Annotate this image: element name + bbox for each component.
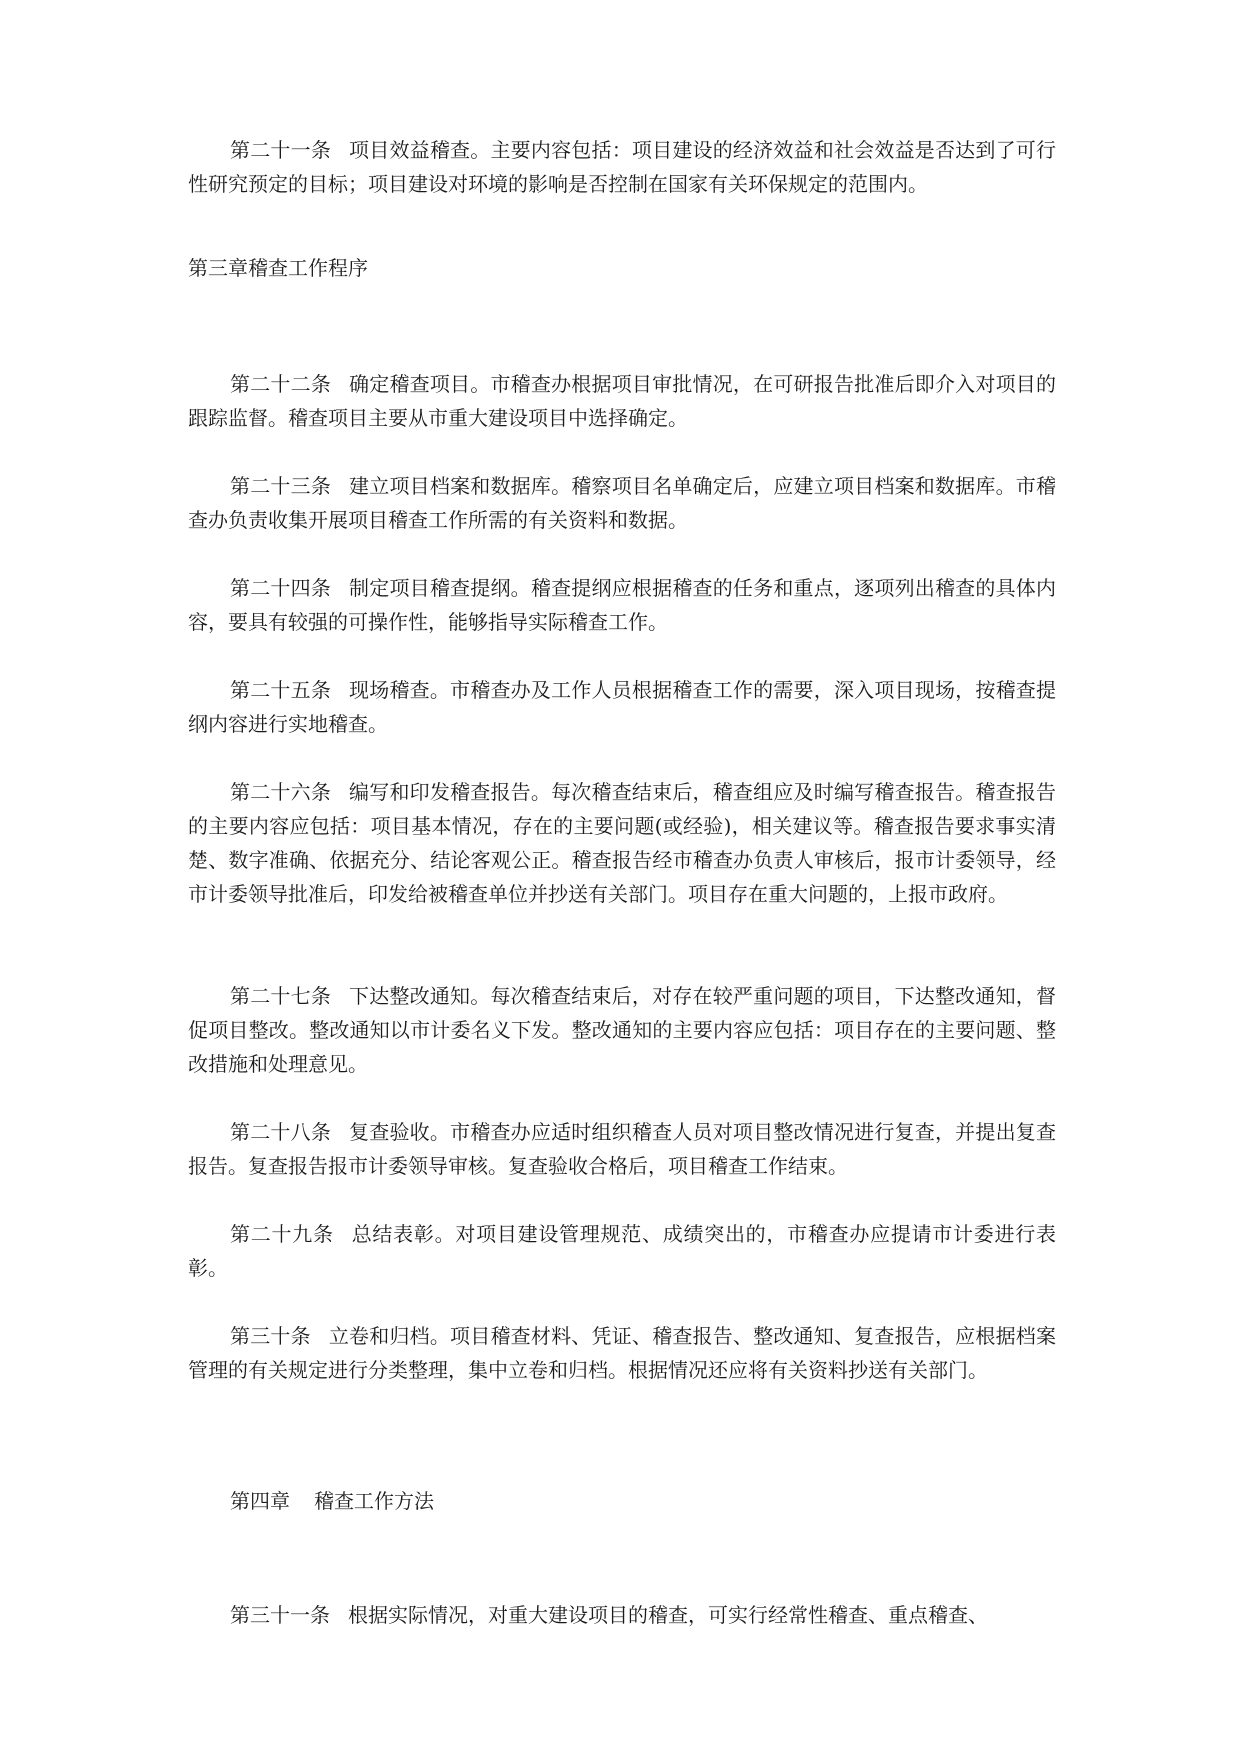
- article-21: [188, 133, 1056, 201]
- article-29: [188, 1217, 1056, 1285]
- article-number: 第三十一条: [230, 1603, 330, 1627]
- article-number: 第二十二条: [230, 372, 332, 396]
- chapter-title: 稽查工作方法: [314, 1489, 434, 1513]
- article-number: 第二十七条: [230, 984, 332, 1008]
- article-text: 总结表彰。对项目建设管理规范、成绩突出的，市稽查办应提请市计委进行表彰。: [188, 1222, 1057, 1280]
- article-number: 第二十八条: [230, 1120, 332, 1144]
- article-number: 第三十条: [230, 1324, 311, 1348]
- chapter-3-heading: [188, 251, 1056, 285]
- article-text: 复查验收。市稽查办应适时组织稽查人员对项目整改情况进行复查，并提出复查报告。复查报告报市计委领导审核。复查验收合格后，项目稽查工作结束。: [188, 1120, 1057, 1178]
- article-text: 下达整改通知。每次稽查结束后，对存在较严重问题的项目，下达整改通知，督促项目整改。整改通知以市计委名义下发。整改通知的主要内容应包括：项目存在的主要问题、整改措施和处理意见。: [188, 984, 1057, 1076]
- chapter-4-heading: [188, 1484, 1056, 1518]
- article-text: 确定稽查项目。市稽查办根据项目审批情况，在可研报告批准后即介入对项目的跟踪监督。稽查项目主要从市重大建设项目中选择确定。: [188, 372, 1057, 430]
- article-text: 制定项目稽查提纲。稽查提纲应根据稽查的任务和重点，逐项列出稽查的具体内容，要具有较强的可操作性，能够指导实际稽查工作。: [188, 576, 1057, 634]
- article-number: 第二十四条: [230, 576, 332, 600]
- article-26: [188, 775, 1056, 911]
- article-text: 项目效益稽查。主要内容包括：项目建设的经济效益和社会效益是否达到了可行性研究预定的目标；项目建设对环境的影响是否控制在国家有关环保规定的范围内。: [188, 138, 1057, 196]
- chapter-title: 第三章稽查工作程序: [188, 256, 368, 280]
- article-number: 第二十三条: [230, 474, 332, 498]
- article-number: 第二十五条: [230, 678, 332, 702]
- article-27: [188, 979, 1056, 1081]
- article-number: 第二十一条: [230, 138, 332, 162]
- article-23: [188, 469, 1056, 537]
- article-text: 根据实际情况，对重大建设项目的稽查，可实行经常性稽查、重点稽查、: [348, 1603, 988, 1627]
- article-30: [188, 1319, 1056, 1387]
- article-25: [188, 673, 1056, 741]
- article-31: [188, 1598, 1056, 1632]
- article-22: [188, 367, 1056, 435]
- article-28: [188, 1115, 1056, 1183]
- article-text: 建立项目档案和数据库。稽察项目名单确定后，应建立项目档案和数据库。市稽查办负责收集开展项目稽查工作所需的有关资料和数据。: [188, 474, 1057, 532]
- chapter-number: 第四章: [230, 1489, 290, 1513]
- article-text: 编写和印发稽查报告。每次稽查结束后，稽查组应及时编写稽查报告。稽查报告的主要内容应包括：项目基本情况，存在的主要问题(或经验)，相关建议等。稽查报告要求事实清楚、数字准确、依据充分、结论客观公正。稽查报告经市稽查办负责人审核后，报市计委领导，经市计委领导批准后，印发给被稽查单位并抄送有关部门。项目存在重大问题的，上报市政府。: [188, 780, 1057, 906]
- article-number: 第二十六条: [230, 780, 332, 804]
- article-24: [188, 571, 1056, 639]
- article-text: 立卷和归档。项目稽查材料、凭证、稽查报告、整改通知、复查报告，应根据档案管理的有关规定进行分类整理，集中立卷和归档。根据情况还应将有关资料抄送有关部门。: [188, 1324, 1057, 1382]
- article-number: 第二十九条: [230, 1222, 334, 1246]
- article-text: 现场稽查。市稽查办及工作人员根据稽查工作的需要，深入项目现场，按稽查提纲内容进行实地稽查。: [188, 678, 1057, 736]
